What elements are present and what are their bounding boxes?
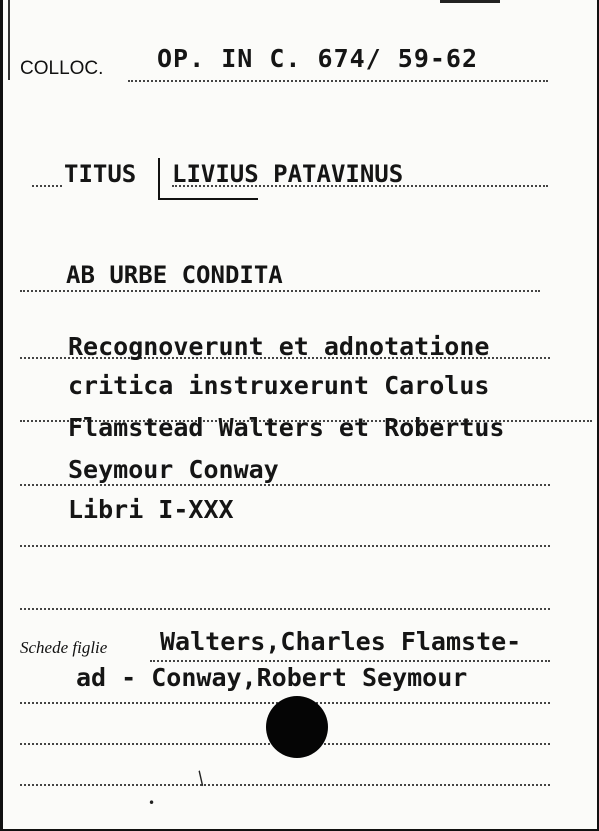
blank-rule-2 bbox=[20, 608, 550, 610]
punch-hole bbox=[266, 696, 328, 758]
shelfmark: OP. IN C. 674/ 59-62 bbox=[157, 44, 479, 73]
note-line-3: Flamstead Walters et Robertus bbox=[68, 413, 505, 442]
title-rule bbox=[20, 290, 540, 292]
author-rule bbox=[172, 185, 548, 187]
note-line-2: critica instruxerunt Carolus bbox=[68, 371, 490, 400]
note-line-5: Libri I-XXX bbox=[68, 495, 234, 524]
author-rule-left bbox=[32, 185, 62, 187]
schede-line-1: Walters,Charles Flamste- bbox=[160, 627, 522, 656]
blank-rule-1 bbox=[20, 545, 550, 547]
author-name-part2: LIVIUS PATAVINUS bbox=[172, 160, 404, 188]
note-line-4: Seymour Conway bbox=[68, 455, 279, 484]
blank-rule-4 bbox=[20, 784, 550, 786]
colloc-label: COLLOC. bbox=[20, 58, 104, 79]
schede-label: Schede figlie bbox=[20, 638, 108, 657]
note-rule-3 bbox=[20, 484, 550, 486]
ink-speck: • bbox=[148, 796, 156, 810]
card-left-edge bbox=[0, 0, 3, 831]
card-left-edge-mark bbox=[8, 0, 10, 80]
schede-rule-1 bbox=[150, 660, 550, 662]
schede-line-2: ad - Conway,Robert Seymour bbox=[76, 663, 468, 692]
colloc-rule bbox=[128, 80, 548, 82]
note-line-1: Recognoverunt et adnotatione bbox=[68, 332, 490, 361]
work-title: AB URBE CONDITA bbox=[66, 261, 283, 289]
pen-mark: / bbox=[193, 767, 209, 790]
card-top-edge-mark bbox=[440, 0, 500, 3]
author-name-part1: TITUS bbox=[64, 160, 137, 188]
